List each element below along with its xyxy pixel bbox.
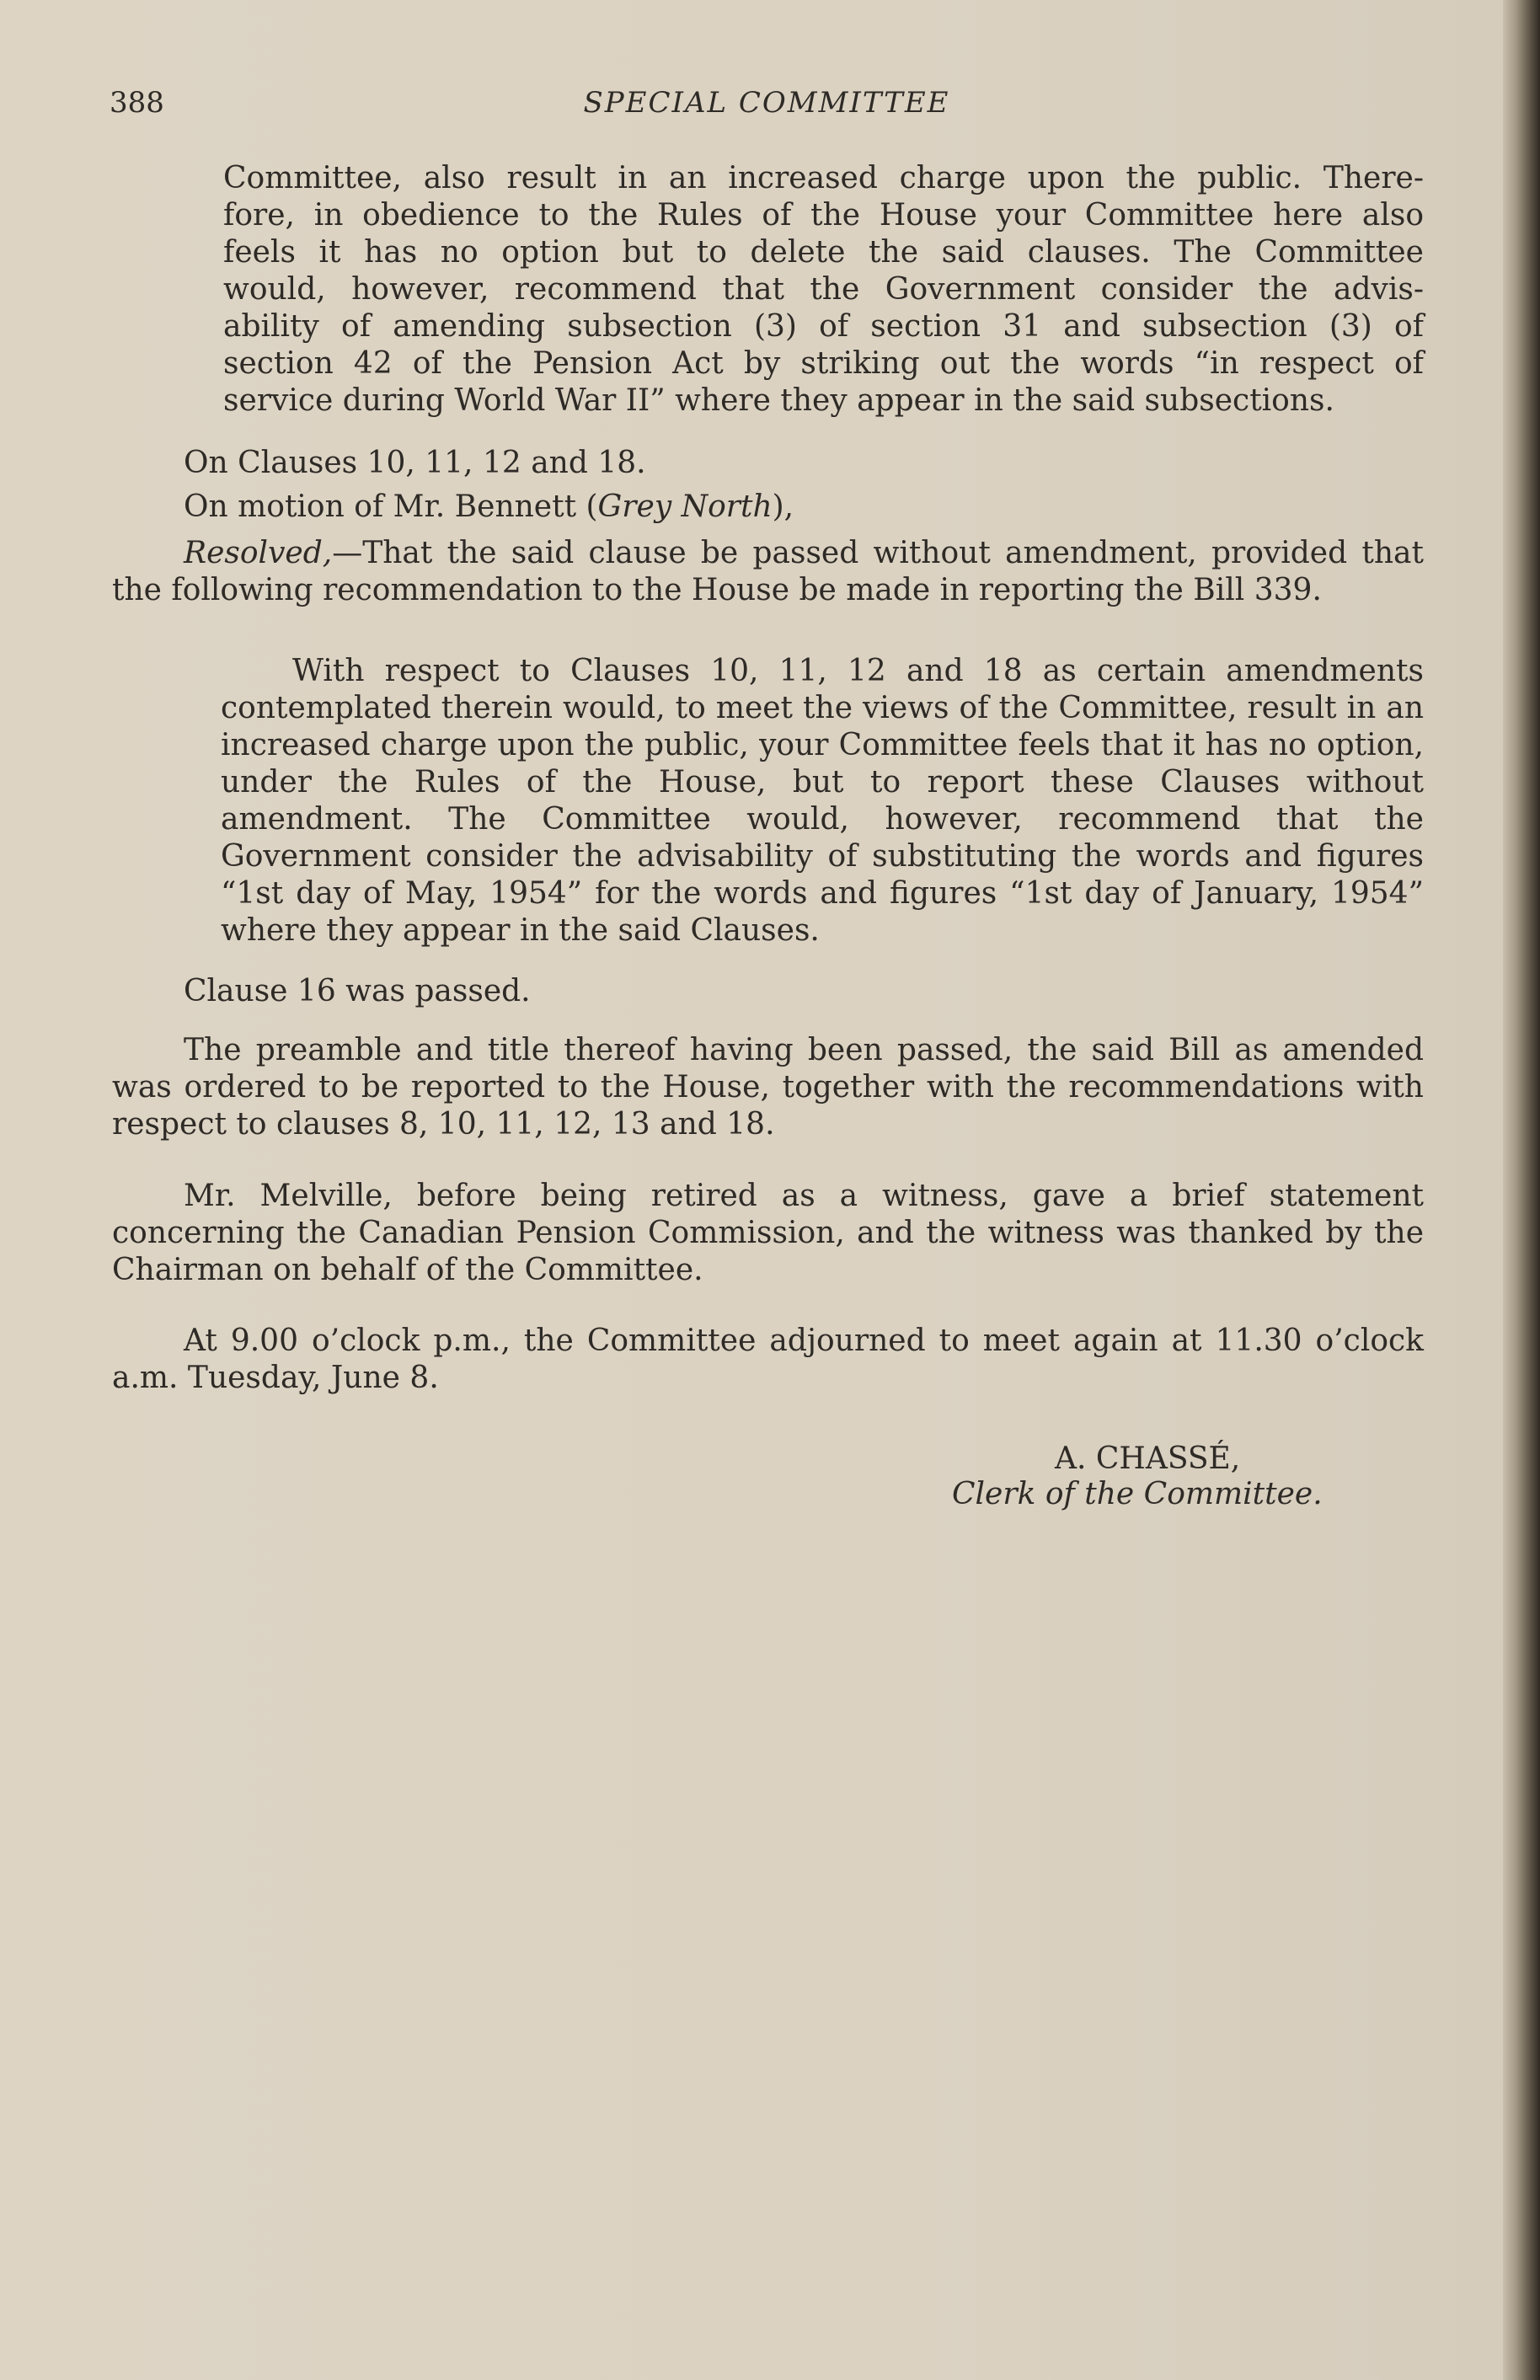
resolved-text: —That the said clause be passed without amendment, provided that the following recommendation to the House be made in reporting the Bill 339. [112, 536, 1424, 607]
resolved-paragraph [112, 535, 1424, 609]
clause16-line: Clause 16 was passed. [184, 974, 531, 1008]
text-line: feels it has no option but to delete the said clauses. The Committee [223, 235, 1424, 270]
text-line: would, however, recommend that the Government consider the advis- [223, 272, 1424, 307]
book-spine-edge [1503, 0, 1540, 2380]
adjourn-paragraph: At 9.00 o’clock p.m., the Committee adjourned to meet again at 11.30 o’clock a.m. Tuesday, June 8. [112, 1324, 1424, 1395]
resolved-label: Resolved, [184, 536, 333, 570]
preamble-paragraph: The preamble and title thereof having been passed, the said Bill as amended was ordered to be reported to the House, together with the recommendations with respect to clauses 8, 10, 11, 12, 13 and 18. [112, 1033, 1424, 1142]
motion-prefix: On motion of Mr. Bennett ( [184, 489, 598, 524]
text-line: service during World War II” where they appear in the said subsections. [223, 383, 1334, 418]
text-line: section 42 of the Pension Act by striking out the words “in respect of [223, 346, 1424, 381]
page-header [110, 86, 1424, 128]
motion-riding: Grey North [597, 489, 773, 524]
melville-paragraph: Mr. Melville, before being retired as a witness, gave a brief statement concerning the Canadian Pension Commission, and the witness was thanked by the Chairman on behalf of the Committee. [112, 1179, 1424, 1287]
text-line: ability of amending subsection (3) of section 31 and subsection (3) of [223, 309, 1424, 344]
paragraph-continuation [223, 160, 1424, 420]
page-number: 388 [110, 86, 164, 120]
text-line: Committee, also result in an increased charge upon the public. There- [223, 161, 1424, 195]
motion-line [184, 489, 794, 526]
signature-name: A. CHASSÉ, [1055, 1441, 1241, 1476]
signature-title: Clerk of the Committee. [952, 1477, 1323, 1511]
clauses-heading: On Clauses 10, 11, 12 and 18. [184, 446, 646, 480]
running-title: SPECIAL COMMITTEE [583, 86, 950, 120]
motion-suffix: ), [772, 489, 794, 524]
text-line: fore, in obedience to the Rules of the House your Committee here also [223, 198, 1424, 233]
recommendation-paragraph: With respect to Clauses 10, 11, 12 and 18 as certain amendments contemplated therein would, to meet the views of the Committee, result in an increased charge upon the public, your Committee feels that it has no option, under the Rules of the House, but to report these Clauses without amendment. The Committee would, however, recommend that the Government consider the advisability of substituting the words and figures “1st day of May, 1954” for the words and figures “1st day of January, 1954” where they appear in the said Clauses. [221, 654, 1424, 948]
